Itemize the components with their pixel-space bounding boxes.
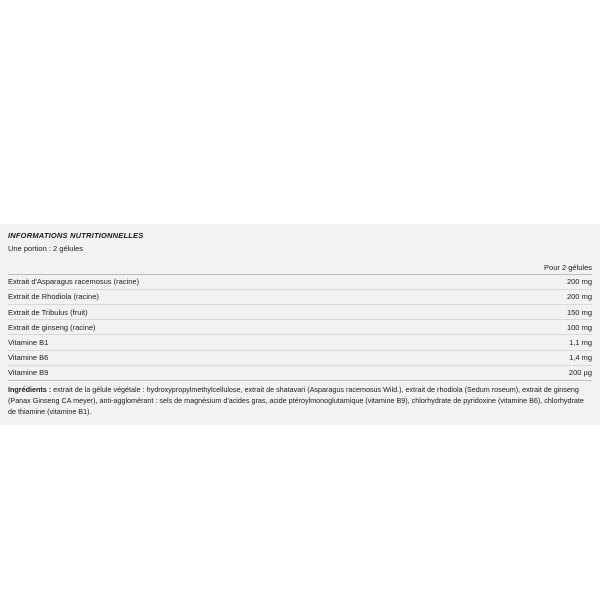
panel-title: INFORMATIONS NUTRITIONNELLES	[8, 231, 144, 240]
table-row	[8, 289, 592, 304]
table-row	[8, 350, 592, 365]
table-row	[8, 365, 592, 380]
column-header-nutrient	[8, 260, 436, 274]
panel-content	[0, 224, 600, 425]
ingredients-text: extrait de la gélule végétale : hydroxypropylmethylcellulose, extrait de shatavari (Asparagus racemosus Wild.), extrait de rhodiola (Sedum roseum), extrait de ginseng (Panax Ginseng CA meyer), anti-agglomérant : sels de magnésium d'acides gras, acide ptéroylmonoglutamique (vitamine B9), chlorhydrate de pyridoxine (vitamine B6), chlorhydrate de thiamine (vitamine B1).	[8, 384, 584, 416]
table-header	[8, 260, 592, 274]
serving-size-text: Une portion : 2 gélules	[8, 244, 84, 253]
table-row	[8, 335, 592, 350]
table-body	[8, 274, 592, 380]
nutrient-amount: 150 mg	[436, 304, 592, 319]
nutrient-name: Extrait de Tribulus (fruit)	[8, 304, 436, 319]
nutrient-name: Vitamine B6	[8, 350, 436, 365]
table-header-row	[8, 260, 592, 274]
nutrient-amount: 1,4 mg	[436, 350, 592, 365]
nutrient-name: Extrait de Rhodiola (racine)	[8, 289, 436, 304]
nutrient-name: Vitamine B9	[8, 365, 436, 380]
nutrition-information-panel	[0, 224, 600, 425]
ingredients-paragraph	[8, 385, 592, 417]
nutrient-name: Extrait de ginseng (racine)	[8, 320, 436, 335]
nutrient-amount: 100 mg	[436, 320, 592, 335]
nutrient-amount: 1,1 mg	[436, 335, 592, 350]
nutrient-amount: 200 mg	[436, 274, 592, 289]
table-row	[8, 274, 592, 289]
column-header-amount: Pour 2 gélules	[436, 260, 592, 274]
table-row	[8, 320, 592, 335]
nutrient-amount: 200 µg	[436, 365, 592, 380]
nutrient-amount: 200 mg	[436, 289, 592, 304]
nutrient-name: Vitamine B1	[8, 335, 436, 350]
table-row	[8, 304, 592, 319]
nutrient-name: Extrait d'Asparagus racemosus (racine)	[8, 274, 436, 289]
ingredients-label: Ingrédients :	[8, 384, 52, 394]
nutrition-facts-table	[8, 260, 592, 381]
